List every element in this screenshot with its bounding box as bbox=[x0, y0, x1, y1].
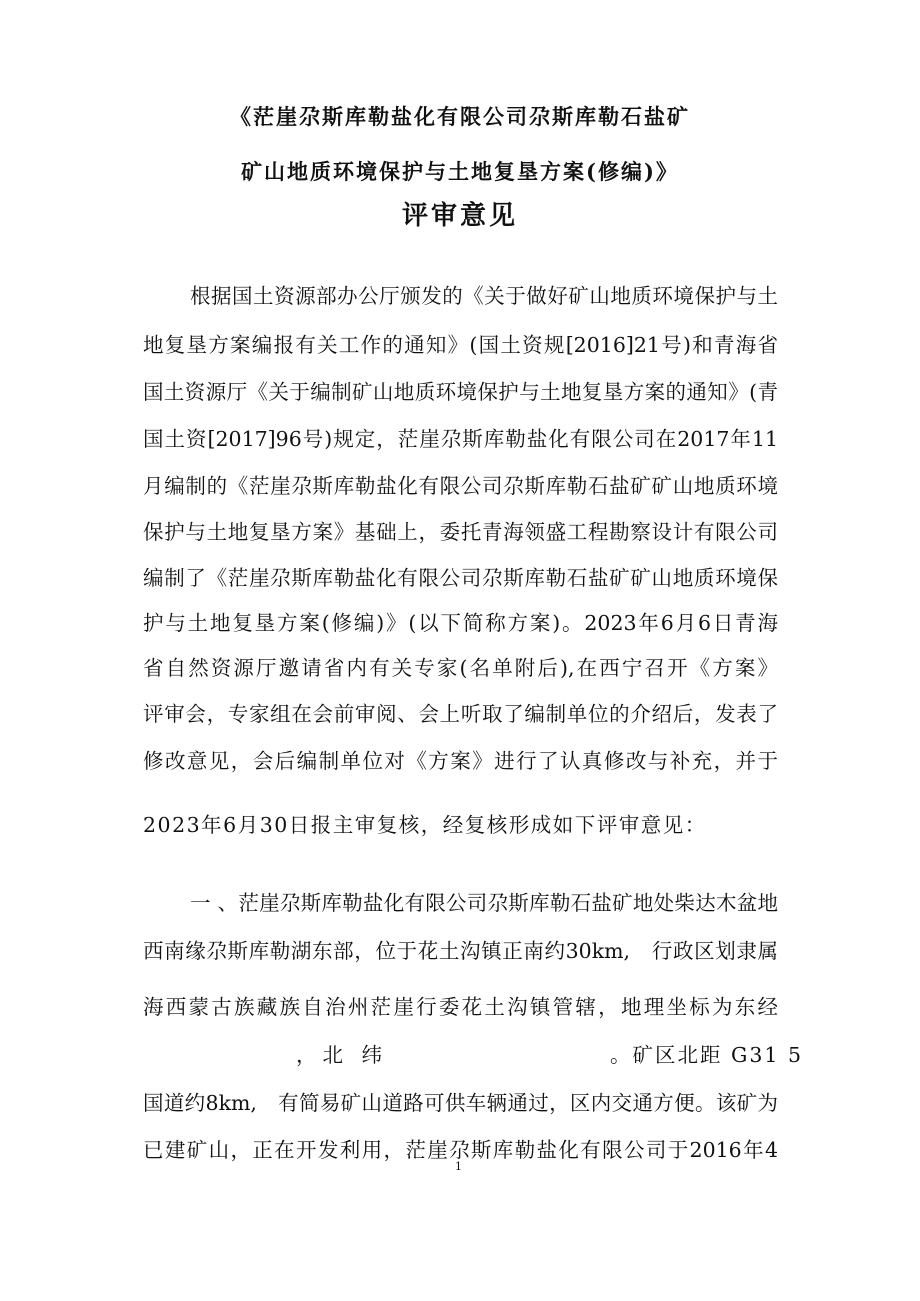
text-line: 根据国土资源部办公厅颁发的《关于做好矿山地质环境保护与土 bbox=[190, 284, 778, 308]
text-line: 一 、茫崖尕斯库勒盐化有限公司尕斯库勒石盐矿地处柴达木盆地 bbox=[190, 891, 778, 915]
text-line: 2023年6月30日报主审复核，经复核形成如下评审意见： bbox=[143, 813, 707, 837]
document-title-line-1: 《茫崖尕斯库勒盐化有限公司尕斯库勒石盐矿 bbox=[230, 104, 690, 129]
text-line: 西南缘尕斯库勒湖东部，位于花土沟镇正南约30km, 行政区划隶属 bbox=[143, 939, 778, 963]
text-line: 国土资源厅《关于编制矿山地质环境保护与土地复垦方案的通知》(青 bbox=[143, 380, 778, 404]
text-line: 修改意见，会后编制单位对《方案》进行了认真修改与补充，并于 bbox=[143, 749, 778, 773]
text-fragment-latitude: ，北 纬 bbox=[296, 1043, 389, 1067]
text-line: 国道约8km, 有简易矿山道路可供车辆通过，区内交通方便。该矿为 bbox=[143, 1091, 778, 1115]
text-line: 护与土地复垦方案(修编)》(以下简称方案)。2023年6月6日青海 bbox=[143, 611, 778, 635]
text-line: 编制了《茫崖尕斯库勒盐化有限公司尕斯库勒石盐矿矿山地质环境保 bbox=[143, 566, 778, 590]
text-fragment-distance: 。矿区北距 G31 5 bbox=[610, 1043, 804, 1067]
page-number: 1 bbox=[455, 1160, 462, 1173]
document-title-line-2: 矿山地质环境保护与土地复垦方案(修编)》 bbox=[241, 159, 679, 184]
document-heading: 评审意见 bbox=[401, 201, 518, 231]
text-line: 月编制的《茫崖尕斯库勒盐化有限公司尕斯库勒石盐矿矿山地质环境 bbox=[143, 474, 778, 498]
text-line: 保护与土地复垦方案》基础上，委托青海领盛工程勘察设计有限公司 bbox=[143, 520, 778, 544]
text-line: 海西蒙古族藏族自治州茫崖行委花土沟镇管辖，地理坐标为东经 bbox=[143, 995, 778, 1019]
text-line: 省自然资源厅邀请省内有关专家(名单附后),在西宁召开《方案》 bbox=[143, 656, 778, 680]
text-line: 国土资[2017]96号)规定，茫崖尕斯库勒盐化有限公司在2017年11 bbox=[143, 427, 778, 451]
text-line: 已建矿山，正在开发利用，茫崖尕斯库勒盐化有限公司于2016年4 bbox=[143, 1138, 778, 1162]
text-line: 评审会，专家组在会前审阅、会上听取了编制单位的介绍后，发表了 bbox=[143, 702, 778, 726]
text-line: 地复垦方案编报有关工作的通知》(国土资规[2016]21号)和青海省 bbox=[143, 333, 778, 357]
